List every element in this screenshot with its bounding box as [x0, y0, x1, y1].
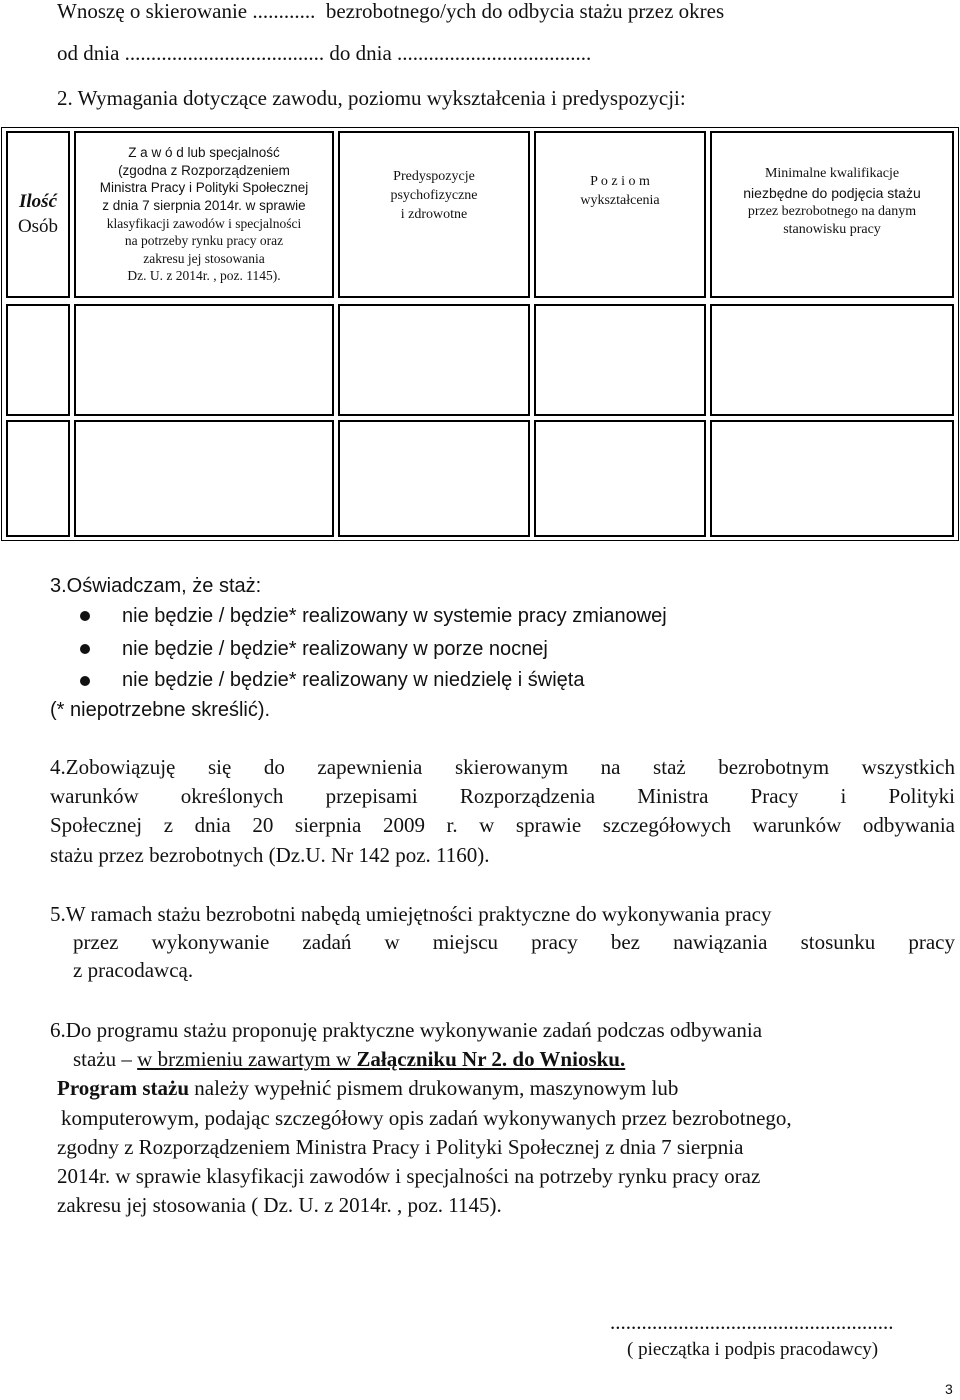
row1-predispositions-cell[interactable] — [338, 304, 530, 416]
header-cell-education-level — [534, 131, 706, 298]
bullet-icon — [80, 644, 90, 654]
bullet-icon — [80, 676, 90, 686]
section-3-heading: 3.Oświadczam, że staż: — [50, 575, 262, 597]
predispositions-line-1: Predyspozycje — [393, 169, 475, 185]
program-instruction-line-5: zakresu jej stosowania ( Dz. U. z 2014r. , poz. 1145). — [57, 1193, 502, 1217]
row2-qualifications-cell[interactable] — [710, 420, 954, 537]
statement-sunday-work: nie będzie / będzie* realizowany w niedzielę i święta — [122, 669, 585, 691]
header-quantity-label: Ilość — [19, 190, 57, 212]
program-label: Program stażu — [57, 1076, 189, 1100]
section-4-line-2: warunków określonych przepisami Rozporządzenia Ministra Pracy i Polityki — [50, 784, 955, 808]
section-5-line-2: przez wykonywanie zadań w miejscu pracy bez nawiązania stosunku pracy — [73, 930, 955, 954]
program-instruction-line-4: 2014r. w sprawie klasyfikacji zawodów i specjalności na potrzeby rynku pracy oraz — [57, 1164, 761, 1188]
signature-line: ...................................................... — [610, 1310, 894, 1334]
strike-out-note: (* niepotrzebne skreślić). — [50, 699, 271, 721]
request-text-a: Wnoszę o skierowanie ............ — [57, 0, 316, 23]
profession-line-8: Dz. U. z 2014r. , poz. 1145). — [127, 268, 281, 284]
profession-line-2: (zgodna z Rozporządzeniem — [118, 162, 290, 178]
request-text-b: bezrobotnego/ych do odbycia stażu przez okres — [325, 0, 725, 23]
bullet-icon — [80, 611, 90, 621]
section-6-line-1: 6.Do programu stażu proponuję praktyczne wykonywanie zadań podczas odbywania — [50, 1018, 763, 1042]
row2-profession-cell[interactable] — [74, 420, 334, 537]
program-instruction-line-1 — [57, 1078, 678, 1099]
section-4-line-1: 4.Zobowiązuję się do zapewnienia skierowanym na staż bezrobotnym wszystkich — [50, 755, 955, 779]
profession-line-3: Ministra Pracy i Polityki Społecznej — [99, 180, 309, 196]
profession-line-7: zakresu jej stosowania — [143, 250, 265, 266]
profession-line-5: klasyfikacji zawodów i specjalności — [106, 215, 302, 231]
section-2-heading: 2. Wymagania dotyczące zawodu, poziomu wykształcenia i predyspozycji: — [57, 86, 686, 110]
section-6-line-2-underlined: w brzmieniu zawartym w — [137, 1047, 357, 1071]
row2-education-cell[interactable] — [534, 420, 706, 537]
education-line-1: P o z i o m — [590, 173, 650, 189]
profession-line-1: Z a w ó d lub specjalność — [128, 145, 280, 161]
program-instruction-line-3: zgodny z Rozporządzeniem Ministra Pracy i Polityki Społecznej z dnia 7 sierpnia — [57, 1135, 744, 1159]
row2-quantity-cell[interactable] — [6, 420, 70, 537]
section-4-line-3: Społecznej z dnia 20 sierpnia 2009 r. w sprawie szczegółowych warunków odbywania — [50, 813, 955, 837]
header-persons-label: Osób — [17, 215, 59, 237]
qualifications-line-4: stanowisku pracy — [783, 222, 881, 238]
header-cell-qualifications — [710, 131, 954, 298]
predispositions-line-3: i zdrowotne — [400, 206, 468, 222]
statement-night-work: nie będzie / będzie* realizowany w porze nocnej — [122, 638, 548, 660]
predispositions-line-2: psychofizyczne — [390, 188, 478, 204]
page-number: 3 — [945, 1381, 953, 1397]
section-4-line-4: stażu przez bezrobotnych (Dz.U. Nr 142 poz. 1160). — [50, 843, 490, 867]
section-6-line-2 — [73, 1049, 625, 1070]
section-6-line-2-prefix: stażu – — [73, 1047, 138, 1071]
qualifications-line-2: niezbędne do podjęcia stażu — [743, 184, 921, 201]
signature-label: ( pieczątka i podpis pracodawcy) — [627, 1339, 879, 1360]
request-line-1 — [57, 1, 724, 22]
header-cell-predispositions — [338, 131, 530, 298]
qualifications-line-1: Minimalne kwalifikacje — [764, 165, 900, 181]
row1-qualifications-cell[interactable] — [710, 304, 954, 416]
date-range-line: od dnia ...................................... do dnia ..................................... — [57, 41, 592, 65]
education-line-2: wykształcenia — [580, 192, 660, 208]
header-cell-quantity — [6, 131, 70, 298]
qualifications-line-3: przez bezrobotnego na danym — [747, 203, 917, 219]
section-5-line-1: 5.W ramach stażu bezrobotni nabędą umiejętności praktyczne do wykonywania pracy — [50, 902, 772, 926]
row1-profession-cell[interactable] — [74, 304, 334, 416]
attachment-reference: Załączniku Nr 2. do Wniosku. — [356, 1047, 626, 1071]
row1-education-cell[interactable] — [534, 304, 706, 416]
profession-line-4: z dnia 7 sierpnia 2014r. w sprawie — [102, 197, 306, 213]
program-instruction-line-2: komputerowym, podając szczegółowy opis zadań wykonywanych przez bezrobotnego, — [61, 1106, 792, 1130]
row2-predispositions-cell[interactable] — [338, 420, 530, 537]
row1-quantity-cell[interactable] — [6, 304, 70, 416]
section-5-line-3: z pracodawcą. — [73, 958, 194, 982]
statement-shift-work: nie będzie / będzie* realizowany w systemie pracy zmianowej — [122, 605, 667, 627]
program-instruction-rest: należy wypełnić pismem drukowanym, maszynowym lub — [189, 1076, 679, 1100]
profession-line-6: na potrzeby rynku pracy oraz — [124, 233, 284, 249]
header-cell-profession — [74, 131, 334, 298]
